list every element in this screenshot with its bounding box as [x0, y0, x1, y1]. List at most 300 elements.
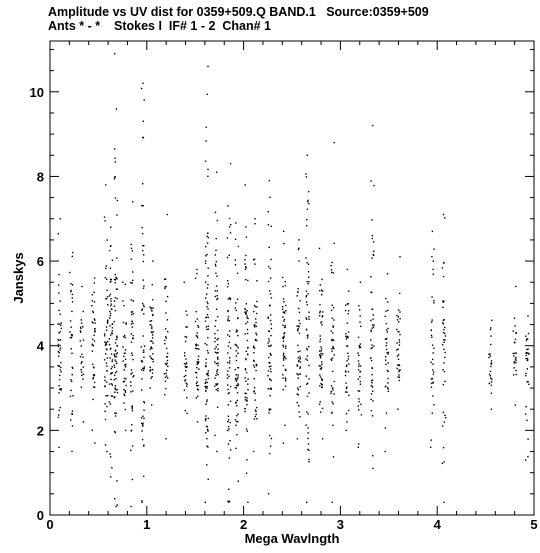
data-point — [123, 402, 124, 403]
data-point — [110, 268, 111, 269]
data-point — [283, 231, 284, 232]
data-point — [299, 312, 300, 313]
data-point — [527, 358, 528, 359]
data-point — [358, 447, 359, 448]
data-point — [443, 276, 444, 277]
data-point — [443, 329, 444, 330]
data-point — [306, 502, 307, 503]
data-point — [236, 387, 237, 388]
data-point — [206, 388, 207, 389]
data-point — [236, 360, 237, 361]
data-point — [346, 388, 347, 389]
data-point — [215, 352, 216, 353]
data-point — [227, 318, 228, 319]
data-point — [319, 385, 320, 386]
data-point — [433, 302, 434, 303]
data-point — [247, 347, 248, 348]
data-point — [489, 353, 490, 354]
data-point — [246, 303, 247, 304]
data-point — [297, 388, 298, 389]
data-point — [92, 430, 93, 431]
data-point — [206, 127, 207, 128]
data-point — [123, 360, 124, 361]
data-point — [198, 327, 199, 328]
data-point — [514, 318, 515, 319]
data-point — [123, 394, 124, 395]
data-point — [237, 385, 238, 386]
data-point — [432, 395, 433, 396]
data-point — [322, 353, 323, 354]
data-point — [269, 395, 270, 396]
data-point — [373, 185, 374, 186]
data-point — [116, 277, 117, 278]
data-point — [105, 444, 106, 445]
data-point — [268, 316, 269, 317]
data-point — [348, 358, 349, 359]
data-point — [94, 277, 95, 278]
y-axis-label: Janskys — [11, 252, 26, 304]
data-point — [387, 353, 388, 354]
data-point — [358, 305, 359, 306]
data-point — [490, 344, 491, 345]
data-point — [143, 305, 144, 306]
data-point — [117, 200, 118, 201]
data-point — [235, 264, 236, 265]
data-point — [141, 378, 142, 379]
data-point — [443, 214, 444, 215]
data-point — [205, 343, 206, 344]
data-point — [125, 349, 126, 350]
data-point — [270, 335, 271, 336]
data-point — [82, 357, 83, 358]
data-point — [110, 334, 111, 335]
data-point — [205, 255, 206, 256]
data-point — [320, 346, 321, 347]
data-point — [196, 385, 197, 386]
data-point — [143, 279, 144, 280]
data-point — [372, 386, 373, 387]
data-point — [132, 323, 133, 324]
data-point — [229, 218, 230, 219]
data-point — [94, 318, 95, 319]
y-tick-label: 0 — [36, 508, 44, 523]
data-point — [299, 368, 300, 369]
data-point — [246, 236, 247, 237]
data-point — [525, 336, 526, 337]
data-point — [198, 361, 199, 362]
data-point — [431, 337, 432, 338]
data-point — [298, 394, 299, 395]
data-point — [283, 354, 284, 355]
data-point — [151, 376, 152, 377]
data-point — [114, 306, 115, 307]
data-point — [490, 355, 491, 356]
data-point — [143, 445, 144, 446]
data-point — [237, 374, 238, 375]
data-point — [105, 353, 106, 354]
data-point — [347, 303, 348, 304]
y-tick-label: 2 — [36, 423, 44, 439]
data-point — [269, 366, 270, 367]
data-point — [150, 357, 151, 358]
data-point — [270, 388, 271, 389]
data-point — [115, 297, 116, 298]
data-point — [268, 338, 269, 339]
data-point — [245, 255, 246, 256]
data-point — [345, 310, 346, 311]
data-point — [217, 344, 218, 345]
data-point — [125, 378, 126, 379]
data-point — [370, 330, 371, 331]
data-point — [111, 467, 112, 468]
data-point — [525, 375, 526, 376]
data-point — [152, 337, 153, 338]
data-point — [282, 389, 283, 390]
data-point — [122, 300, 123, 301]
data-point — [282, 325, 283, 326]
data-point — [110, 379, 111, 380]
data-point — [165, 286, 166, 287]
data-point — [237, 376, 238, 377]
data-point — [125, 409, 126, 410]
data-point — [197, 385, 198, 386]
data-point — [196, 344, 197, 345]
data-point — [306, 317, 307, 318]
data-point — [215, 254, 216, 255]
data-point — [228, 345, 229, 346]
data-point — [526, 338, 527, 339]
data-point — [431, 439, 432, 440]
plot-frame — [50, 41, 534, 515]
data-point — [60, 300, 61, 301]
data-point — [114, 356, 115, 357]
chart-title: Amplitude vs UV dist for 0359+509.Q BAND.1 Source:0359+509 — [48, 5, 429, 19]
data-point — [332, 502, 333, 503]
data-point — [131, 258, 132, 259]
data-point — [270, 293, 271, 294]
data-point — [320, 376, 321, 377]
data-point — [237, 299, 238, 300]
data-point — [283, 365, 284, 366]
data-point — [431, 335, 432, 336]
data-point — [348, 310, 349, 311]
data-point — [308, 316, 309, 317]
data-point — [124, 335, 125, 336]
data-point — [110, 373, 111, 374]
data-point — [151, 320, 152, 321]
data-point — [72, 294, 73, 295]
data-point — [397, 319, 398, 320]
data-point — [58, 292, 59, 293]
data-point — [298, 360, 299, 361]
data-point — [114, 178, 115, 179]
data-point — [165, 373, 166, 374]
data-point — [247, 354, 248, 355]
data-point — [308, 392, 309, 393]
data-point — [165, 381, 166, 382]
data-point — [399, 339, 400, 340]
data-point — [235, 369, 236, 370]
y-tick-label: 4 — [36, 338, 44, 354]
data-point — [442, 463, 443, 464]
data-point — [256, 313, 257, 314]
data-point — [130, 282, 131, 283]
data-point — [216, 389, 217, 390]
data-point — [256, 340, 257, 341]
data-point — [110, 300, 111, 301]
data-point — [270, 320, 271, 321]
data-point — [319, 341, 320, 342]
data-point — [208, 268, 209, 269]
data-point — [72, 252, 73, 253]
data-point — [106, 349, 107, 350]
data-point — [214, 348, 215, 349]
data-point — [208, 418, 209, 419]
data-point — [207, 303, 208, 304]
data-point — [282, 309, 283, 310]
data-point — [104, 411, 105, 412]
data-point — [197, 318, 198, 319]
data-point — [70, 337, 71, 338]
data-point — [443, 447, 444, 448]
data-point — [385, 356, 386, 357]
data-point — [387, 310, 388, 311]
data-point — [104, 380, 105, 381]
data-point — [61, 323, 62, 324]
data-point — [94, 331, 95, 332]
data-point — [115, 279, 116, 280]
data-point — [334, 243, 335, 244]
data-point — [112, 359, 113, 360]
data-point — [60, 218, 61, 219]
data-point — [270, 409, 271, 410]
data-point — [208, 237, 209, 238]
data-point — [109, 311, 110, 312]
data-point — [58, 332, 59, 333]
data-point — [307, 262, 308, 263]
data-point — [306, 319, 307, 320]
data-point — [114, 387, 115, 388]
data-point — [254, 305, 255, 306]
data-point — [443, 301, 444, 302]
data-point — [358, 366, 359, 367]
data-point — [206, 344, 207, 345]
data-point — [346, 360, 347, 361]
data-point — [141, 310, 142, 311]
data-point — [141, 430, 142, 431]
data-point — [371, 219, 372, 220]
data-point — [247, 329, 248, 330]
data-point — [109, 338, 110, 339]
data-point — [371, 292, 372, 293]
data-point — [112, 330, 113, 331]
data-point — [319, 350, 320, 351]
data-point — [346, 338, 347, 339]
data-point — [433, 352, 434, 353]
data-point — [256, 326, 257, 327]
data-point — [269, 247, 270, 248]
data-point — [526, 355, 527, 356]
data-point — [124, 395, 125, 396]
data-point — [372, 347, 373, 348]
data-point — [442, 425, 443, 426]
data-point — [515, 339, 516, 340]
data-point — [346, 366, 347, 367]
data-point — [445, 335, 446, 336]
data-point — [70, 379, 71, 380]
data-point — [185, 375, 186, 376]
data-point — [81, 371, 82, 372]
data-point — [208, 479, 209, 480]
data-point — [399, 318, 400, 319]
data-point — [207, 337, 208, 338]
data-point — [106, 279, 107, 280]
data-point — [515, 332, 516, 333]
data-point — [297, 364, 298, 365]
data-point — [132, 408, 133, 409]
data-point — [256, 364, 257, 365]
data-point — [165, 377, 166, 378]
data-point — [399, 342, 400, 343]
data-point — [217, 390, 218, 391]
data-point — [516, 374, 517, 375]
data-point — [331, 272, 332, 273]
data-point — [80, 330, 81, 331]
data-point — [114, 375, 115, 376]
data-point — [81, 286, 82, 287]
data-point — [346, 413, 347, 414]
data-point — [245, 309, 246, 310]
data-point — [360, 347, 361, 348]
data-point — [167, 360, 168, 361]
data-point — [443, 349, 444, 350]
data-point — [208, 375, 209, 376]
data-point — [284, 425, 285, 426]
data-point — [331, 385, 332, 386]
data-point — [399, 380, 400, 381]
data-point — [217, 407, 218, 408]
data-point — [229, 357, 230, 358]
data-point — [322, 408, 323, 409]
data-point — [60, 325, 61, 326]
data-point — [186, 314, 187, 315]
data-point — [346, 421, 347, 422]
data-points — [57, 53, 529, 507]
data-point — [268, 211, 269, 212]
data-point — [334, 142, 335, 143]
data-point — [396, 342, 397, 343]
data-point — [116, 339, 117, 340]
data-point — [246, 315, 247, 316]
data-point — [112, 333, 113, 334]
data-point — [207, 386, 208, 387]
data-point — [92, 321, 93, 322]
data-point — [237, 414, 238, 415]
data-point — [205, 263, 206, 264]
data-point — [385, 311, 386, 312]
data-point — [59, 379, 60, 380]
data-point — [285, 348, 286, 349]
data-point — [443, 332, 444, 333]
data-point — [433, 261, 434, 262]
data-point — [131, 314, 132, 315]
data-point — [238, 480, 239, 481]
data-point — [282, 286, 283, 287]
y-tick-label: 8 — [36, 169, 44, 185]
data-point — [514, 361, 515, 362]
data-point — [207, 308, 208, 309]
data-point — [125, 284, 126, 285]
data-point — [306, 176, 307, 177]
data-point — [80, 331, 81, 332]
data-point — [60, 339, 61, 340]
data-point — [131, 333, 132, 334]
data-point — [255, 340, 256, 341]
data-point — [206, 317, 207, 318]
data-point — [152, 299, 153, 300]
data-point — [244, 411, 245, 412]
data-point — [81, 319, 82, 320]
data-point — [123, 356, 124, 357]
data-point — [525, 353, 526, 354]
data-point — [399, 344, 400, 345]
data-point — [321, 348, 322, 349]
data-point — [132, 359, 133, 360]
data-point — [116, 336, 117, 337]
data-point — [104, 220, 105, 221]
data-point — [358, 405, 359, 406]
data-point — [332, 387, 333, 388]
data-point — [307, 200, 308, 201]
data-point — [345, 336, 346, 337]
data-point — [245, 323, 246, 324]
data-point — [132, 372, 133, 373]
data-point — [227, 352, 228, 353]
data-point — [322, 386, 323, 387]
data-point — [237, 273, 238, 274]
data-point — [143, 418, 144, 419]
data-point — [60, 348, 61, 349]
data-point — [283, 338, 284, 339]
data-point — [93, 386, 94, 387]
data-point — [167, 377, 168, 378]
data-point — [185, 370, 186, 371]
data-point — [143, 352, 144, 353]
data-point — [431, 321, 432, 322]
data-point — [69, 272, 70, 273]
data-point — [320, 356, 321, 357]
data-point — [370, 339, 371, 340]
data-point — [236, 415, 237, 416]
data-point — [268, 370, 269, 371]
data-point — [333, 347, 334, 348]
data-point — [253, 365, 254, 366]
data-point — [229, 299, 230, 300]
data-point — [244, 408, 245, 409]
data-point — [110, 476, 111, 477]
data-point — [205, 415, 206, 416]
data-point — [215, 250, 216, 251]
data-point — [527, 360, 528, 361]
data-point — [283, 301, 284, 302]
data-point — [306, 291, 307, 292]
data-point — [208, 328, 209, 329]
data-point — [431, 296, 432, 297]
data-point — [94, 282, 95, 283]
data-point — [59, 375, 60, 376]
data-point — [164, 288, 165, 289]
data-point — [142, 416, 143, 417]
